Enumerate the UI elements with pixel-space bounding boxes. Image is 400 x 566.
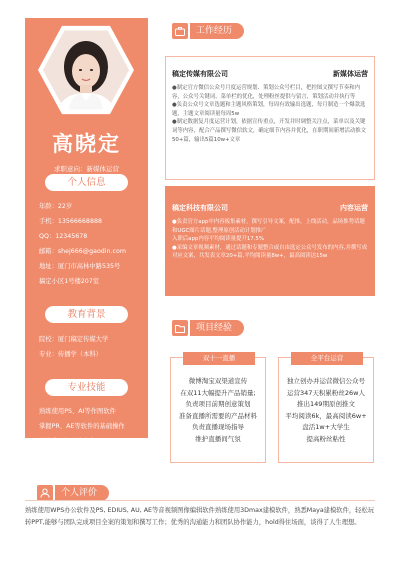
work-section-title — [172, 23, 244, 39]
job-role: 内容运营 — [340, 204, 368, 212]
info-email: 邮箱：shej666@gaodin.com — [39, 248, 126, 255]
project-line: 提高粉丝粘性 — [306, 434, 346, 443]
job-bullet: 入职后app内容平均阅读量提升17.5% — [172, 236, 264, 243]
skill-line: 掌握PR、AE等软件的基础操作 — [39, 423, 125, 430]
candidate-name: 高晓定 — [52, 132, 121, 156]
job-entry — [165, 186, 375, 296]
work-heading: 工作经历 — [190, 23, 244, 39]
project-line: 推出149期原创推文 — [297, 400, 355, 408]
job-company: 稿定科技有限公司 — [172, 204, 228, 212]
project-details — [171, 376, 265, 445]
project-line: 在双11大幅提升产品销量; — [180, 388, 256, 397]
project-card — [170, 354, 266, 463]
evaluation-heading: 个人评价 — [55, 485, 109, 501]
evaluation-text: 熟练使用WPS办公软件及PS, EDIUS, AU, AE等音视频图像编辑软件熟练使用3Dmax建模软件，熟悉Maya建模软件，轻松玩转PPT,能够与团队完成项目全案的策划和撰写工作；优秀的沟通能力和团队协作能力，hold得住场面，谈得了人生理想。 — [25, 507, 375, 526]
skill-line: 熟练使用PS、AI等作图软件 — [39, 408, 116, 415]
project-line: 准备直播所需要的产品材料 — [179, 411, 257, 420]
job-company: 稿定传媒有限公司 — [172, 70, 228, 78]
user-icon — [37, 485, 53, 501]
info-address: 地址：厦门市高林中路535号 — [39, 263, 121, 270]
project-line: 独立创办并运营微信公众号 — [287, 377, 365, 385]
project-details — [279, 376, 373, 445]
info-phone: 手机：13566668888 — [39, 218, 102, 225]
avatar — [38, 22, 134, 118]
project-tag: 双十一直播 — [183, 352, 255, 365]
job-intent: 求职意向：新媒体运营 — [54, 165, 119, 173]
evaluation-section-title — [37, 485, 109, 501]
project-line: 负责直播现场指导 — [192, 423, 244, 431]
job-bullet: ●负责公众号文章选题和主题风格策划，每周有效输出选题，每月制造一个爆款选题，主题文章阅读量每周5w — [172, 102, 366, 117]
projects-section-title — [172, 320, 244, 336]
info-address-line2: 稿定小区1号楼207室 — [39, 278, 100, 285]
job-entry — [165, 56, 375, 180]
job-header — [166, 201, 374, 215]
profile-sidebar — [25, 18, 148, 445]
info-age: 年龄：22岁 — [39, 203, 73, 210]
skill-line: 熟练使用相关软件和工具 — [39, 438, 109, 445]
info-qq: QQ：12345678 — [39, 233, 88, 240]
job-bullet: ●制定数据复月度运营计划，依据宣传重点，开发并时调整关注点，菜单以及关键词等内容，配合产品撰写微信软文，确定细节内容并优化，在职期间新增活动推文50+篇，输出5篇10w+文章 — [172, 119, 367, 143]
personal-info-heading: 个人信息 — [45, 174, 128, 191]
skills-heading: 专业技能 — [45, 379, 128, 396]
job-role: 新媒体运营 — [333, 70, 368, 78]
project-line: 微博淘宝双渠道宣传 — [188, 377, 248, 385]
education-school: 院校：厦门稿定传媒大学 — [39, 336, 109, 343]
project-line: 维护直播间气氛 — [195, 434, 241, 443]
projects-heading: 项目经验 — [190, 320, 244, 336]
education-major: 专业：传播学（本科） — [39, 351, 102, 358]
avatar-photo — [43, 27, 129, 113]
project-line: 负责项目前期创意策划 — [185, 400, 251, 408]
briefcase-icon — [172, 23, 188, 39]
job-description — [166, 215, 374, 265]
project-card — [278, 354, 374, 463]
job-description — [166, 81, 374, 148]
job-bullet: ●负责官方app中内容板集素材，撰写引导文案，配推，上线活动，品场推势话题和UGC图片话题,整理原创活动计划推广 — [172, 219, 365, 234]
avatar-frame — [38, 22, 134, 118]
portrait-image — [43, 27, 129, 113]
job-bullet: ●制定官方微信公众号月度运营规划、策划公众号栏目，把控图文撰写节奏和内容，公众号关键词、菜单栏的优化，处理粉丝提供与留言，策划活动并执行等 — [172, 85, 360, 100]
section-divider — [25, 500, 375, 501]
project-line: 平均阅读6k，最高阅读6w+ — [285, 411, 367, 420]
project-line: 盘活1w+大学生 — [302, 423, 350, 431]
job-header — [166, 67, 374, 81]
education-heading: 教育背景 — [45, 306, 128, 323]
job-bullet: ●采编文章视频素材，通过话题和专题整合或自由选定公众号发布的内容,并撰写成对应文案，共发表文章20+篇,平均阅读量8w+，最高阅读达15w — [172, 244, 368, 260]
folder-icon — [172, 320, 188, 336]
project-tag: 全平台运营 — [291, 352, 363, 365]
project-line: 运营347天积累粉丝26w人 — [287, 388, 365, 397]
